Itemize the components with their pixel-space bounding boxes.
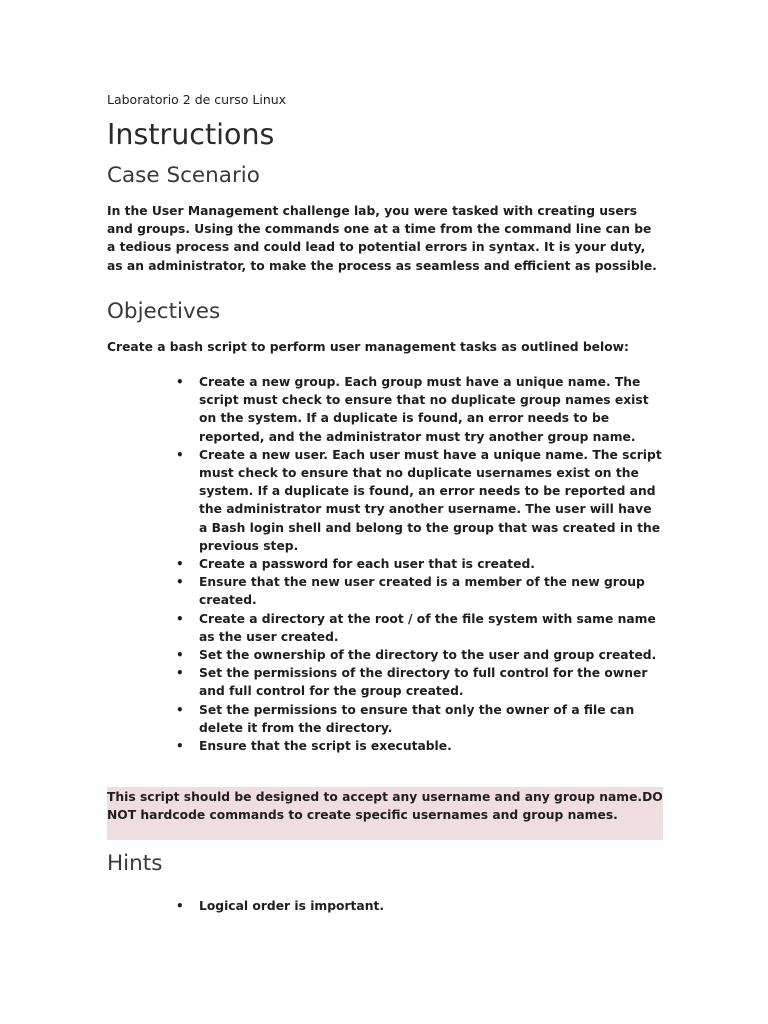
list-item-text: Create a directory at the root / of the file system with same name as the user created. xyxy=(199,611,656,644)
bullet-icon: • xyxy=(176,648,184,663)
list-item xyxy=(107,446,663,555)
bullet-icon: • xyxy=(176,739,184,754)
bullet-icon: • xyxy=(176,611,184,626)
case-scenario-heading: Case Scenario xyxy=(107,163,260,188)
bullet-icon: • xyxy=(176,447,184,462)
list-item-text: Ensure that the script is executable. xyxy=(199,739,452,754)
list-item xyxy=(107,701,663,737)
bullet-icon: • xyxy=(176,575,184,590)
note-text: This script should be designed to accept any username and any group name.DO NOT hardcode commands to create specific usernames and group names. xyxy=(107,790,663,823)
list-item-text: Set the permissions to ensure that only the owner of a file can delete it from the directory. xyxy=(199,702,635,735)
bullet-icon: • xyxy=(176,666,184,681)
list-item xyxy=(107,573,663,609)
highlighted-note xyxy=(107,787,663,840)
list-item-text: Set the permissions of the directory to full control for the owner and full control for the group created. xyxy=(199,666,648,699)
list-item-text: Create a new group. Each group must have a unique name. The script must check to ensure that no duplicate group names exist on the system. If a duplicate is found, an error needs to be reported, and the administrator must try another group name. xyxy=(199,375,649,444)
list-item xyxy=(107,646,663,664)
hints-heading: Hints xyxy=(107,851,163,876)
objectives-list xyxy=(107,373,663,755)
bullet-icon: • xyxy=(176,899,184,913)
list-item xyxy=(107,737,663,755)
bullet-icon: • xyxy=(176,702,184,717)
course-label: Laboratorio 2 de curso Linux xyxy=(107,92,287,107)
objectives-heading: Objectives xyxy=(107,299,221,324)
list-item xyxy=(107,555,663,573)
case-scenario-text: In the User Management challenge lab, you were tasked with creating users and groups. Using the commands one at a time from the command line can be a tedious process and could lead to potential errors in syntax. It is your duty, as an administrator, to make the process as seamless and efficient as possible. xyxy=(107,204,657,273)
list-item-text: Create a new user. Each user must have a unique name. The script must check to ensure that no duplicate usernames exist on the system. If a duplicate is found, an error needs to be reported and the administrator must try another username. The user will have a Bash login shell and belong to the group that was created in the previous step. xyxy=(199,447,662,553)
list-item xyxy=(107,664,663,700)
list-item xyxy=(107,610,663,646)
list-item-text: Ensure that the new user created is a member of the new group created. xyxy=(199,575,645,608)
list-item-text: Set the ownership of the directory to the user and group created. xyxy=(199,648,657,663)
hints-list xyxy=(107,897,663,915)
objectives-intro: Create a bash script to perform user management tasks as outlined below: xyxy=(107,340,629,354)
list-item xyxy=(107,897,663,915)
bullet-icon: • xyxy=(176,557,184,572)
list-item xyxy=(107,373,663,446)
bullet-icon: • xyxy=(176,375,184,389)
list-item-text: Logical order is important. xyxy=(199,899,385,913)
list-item-text: Create a password for each user that is created. xyxy=(199,557,535,572)
page-title: Instructions xyxy=(107,118,275,151)
